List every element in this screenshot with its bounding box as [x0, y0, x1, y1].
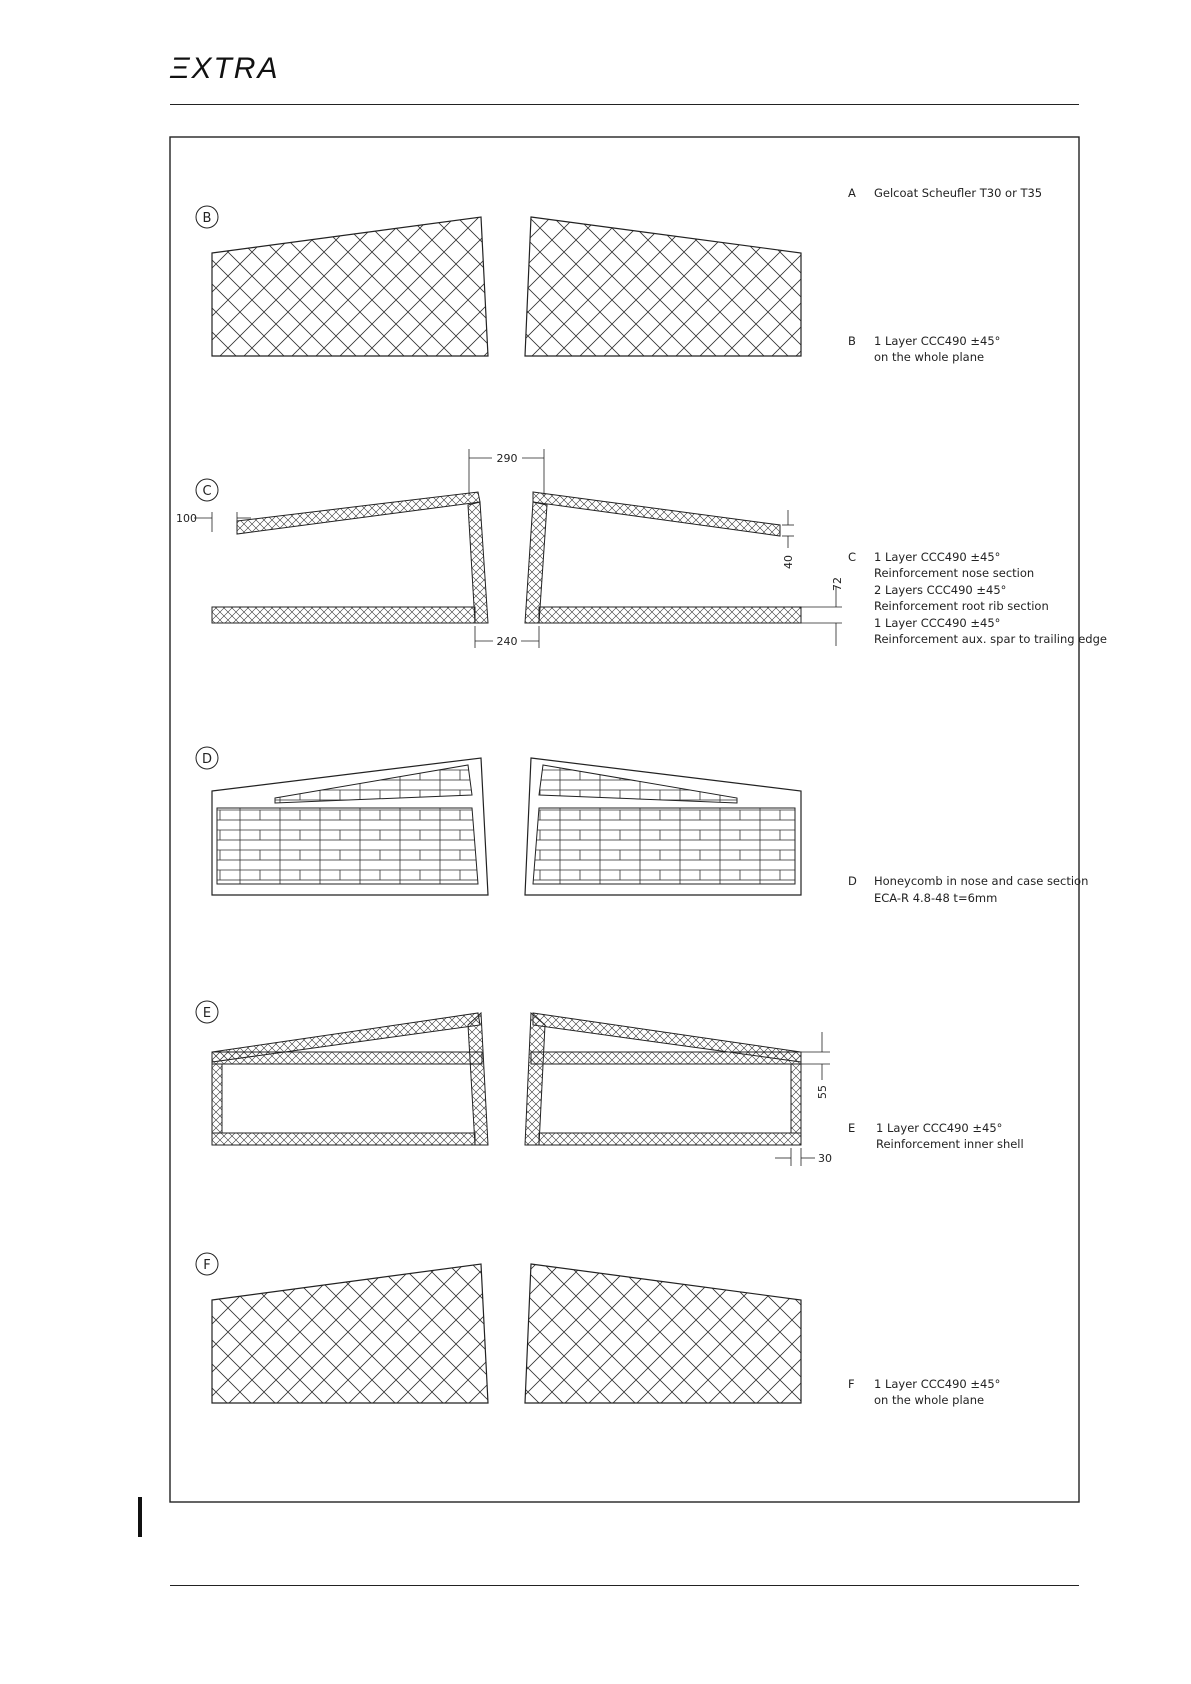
- section-f-left-panel: [212, 1264, 488, 1403]
- section-d-letter: D: [201, 752, 213, 767]
- section-e: [196, 1001, 832, 1166]
- legend-d-line-1: Honeycomb in nose and case section: [874, 874, 1089, 888]
- section-f: [196, 1253, 801, 1403]
- legend-a: [848, 186, 1042, 200]
- dim-e-30: 30: [818, 1152, 832, 1165]
- legend-f-line-2: on the whole plane: [874, 1393, 985, 1407]
- legend-c-letter: C: [848, 550, 857, 564]
- section-c-left-nose-skin: [237, 492, 480, 534]
- dim-c-72: 72: [831, 577, 844, 591]
- legend-e-line-1: 1 Layer CCC490 ±45°: [876, 1121, 1003, 1135]
- legend-b: [848, 334, 1000, 364]
- section-b-left-panel: [212, 217, 488, 356]
- section-c-right-bottom-skin: [539, 607, 801, 623]
- section-d-right-case-core: [533, 808, 795, 884]
- legend-d-letter: D: [848, 874, 857, 888]
- section-b-letter: B: [202, 211, 212, 226]
- section-e-left-inner-side: [212, 1064, 222, 1133]
- legend-c-line-3: 2 Layers CCC490 ±45°: [874, 583, 1007, 597]
- legend-d-line-2: ECA-R 4.8-48 t=6mm: [874, 891, 998, 905]
- legend-c-line-5: 1 Layer CCC490 ±45°: [874, 616, 1001, 630]
- section-c-left-spar: [468, 502, 488, 623]
- section-e-letter: E: [202, 1006, 212, 1021]
- legend-b-line-1: 1 Layer CCC490 ±45°: [874, 334, 1001, 348]
- legend-e-letter: E: [848, 1121, 856, 1135]
- legend-b-line-2: on the whole plane: [874, 350, 985, 364]
- legend-e-line-2: Reinforcement inner shell: [876, 1137, 1024, 1151]
- legend-f: [848, 1377, 1000, 1407]
- legend-f-letter: F: [848, 1377, 855, 1391]
- section-e-right-inner-side: [791, 1064, 801, 1133]
- section-b: [196, 206, 801, 356]
- legend-c-line-2: Reinforcement nose section: [874, 566, 1035, 580]
- margin-bar: [138, 1497, 142, 1537]
- legend-c-line-4: Reinforcement root rib section: [874, 599, 1049, 613]
- section-b-right-panel: [525, 217, 801, 356]
- section-e-right-spar: [525, 1013, 545, 1145]
- dim-c-40: 40: [782, 555, 795, 569]
- section-d-left-case-core: [217, 808, 478, 884]
- section-c-letter: C: [202, 484, 212, 499]
- legend-a-letter: A: [848, 186, 856, 200]
- section-d: [196, 747, 801, 895]
- dim-c-290: 290: [496, 452, 518, 465]
- section-e-left-inner-top: [212, 1052, 482, 1064]
- section-c-left-bottom-skin: [212, 607, 475, 623]
- section-e-left-bottom-skin: [212, 1133, 475, 1145]
- dim-c-240: 240: [496, 635, 518, 648]
- section-c: [176, 449, 844, 648]
- legend-c: [848, 550, 1107, 646]
- legend-c-line-1: 1 Layer CCC490 ±45°: [874, 550, 1001, 564]
- legend-d: [848, 874, 1088, 905]
- legend-e: [848, 1121, 1024, 1151]
- section-c-right-spar: [525, 502, 547, 623]
- section-f-letter: F: [203, 1258, 211, 1273]
- legend-c-line-6: Reinforcement aux. spar to trailing edge: [874, 632, 1107, 646]
- section-f-right-panel: [525, 1264, 801, 1403]
- legend-f-line-1: 1 Layer CCC490 ±45°: [874, 1377, 1001, 1391]
- section-e-right-inner-top: [531, 1052, 801, 1064]
- dim-c-100: 100: [176, 512, 197, 525]
- footer-rule: [170, 1585, 1079, 1586]
- extra-logo: ΞXTRA: [170, 52, 280, 85]
- legend-b-letter: B: [848, 334, 856, 348]
- legend-a-line-1: Gelcoat Scheufler T30 or T35: [874, 186, 1043, 200]
- dim-e-55: 55: [816, 1085, 829, 1099]
- section-c-right-nose-skin: [533, 492, 780, 536]
- section-e-left-spar: [468, 1013, 488, 1145]
- section-e-right-bottom-skin: [539, 1133, 801, 1145]
